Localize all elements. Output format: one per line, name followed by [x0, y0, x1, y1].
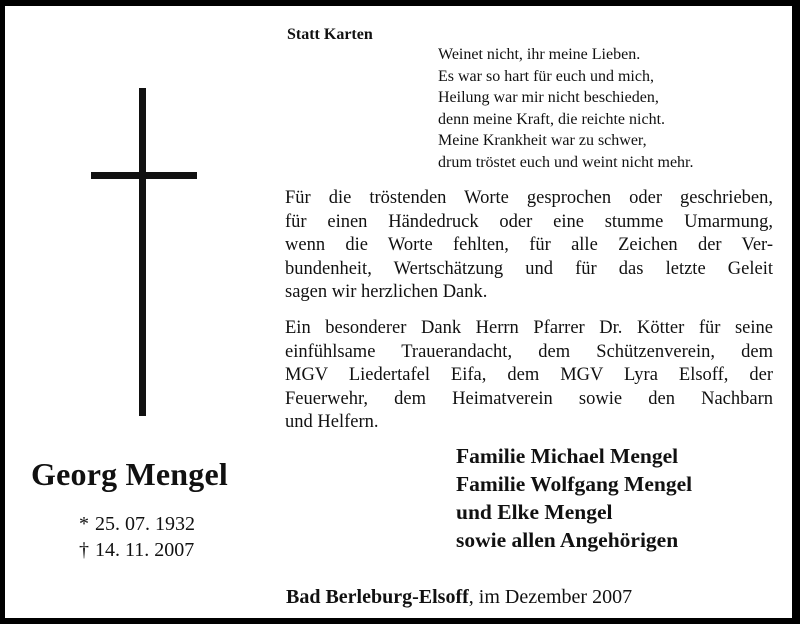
paragraph-line: wenn die Worte fehlten, für alle Zeichen der Ver-	[285, 235, 773, 255]
death-date: 14. 11. 2007	[95, 539, 195, 561]
birth-star-icon: *	[79, 513, 89, 535]
poem-line: Es war so hart für euch und mich,	[438, 67, 654, 85]
life-dates	[79, 511, 195, 563]
death-dagger-icon: †	[79, 539, 89, 561]
paragraph-line: und Helfern.	[285, 412, 379, 432]
cross-vertical-bar	[139, 88, 146, 416]
paragraph-line: einfühlsame Trauerandacht, dem Schützenverein, dem	[285, 341, 773, 362]
cross-horizontal-bar	[91, 172, 197, 179]
paragraph-line: Ein besonderer Dank Herrn Pfarrer Dr. Kötter für seine	[285, 318, 773, 338]
poem	[438, 44, 694, 173]
deceased-name: Georg Mengel	[31, 456, 228, 492]
paragraph-line: für einen Händedruck oder eine stumme Umarmung,	[285, 211, 773, 232]
paragraph-line: sagen wir herzlichen Dank.	[285, 282, 488, 302]
footer-date: , im Dezember 2007	[468, 586, 633, 608]
poem-line: Heilung war mir nicht beschieden,	[438, 89, 659, 106]
family-line: sowie allen Angehörigen	[456, 528, 679, 552]
poem-line: Weinet nicht, ihr meine Lieben.	[438, 46, 641, 63]
special-thanks-paragraph	[285, 317, 773, 435]
family-line: Familie Wolfgang Mengel	[456, 472, 693, 496]
family-line: Familie Michael Mengel	[456, 444, 679, 468]
death-date-line	[79, 537, 195, 563]
thanks-paragraph	[285, 187, 773, 305]
paragraph-line: bundenheit, Wertschätzung und für das letzte Geleit	[285, 258, 773, 279]
birth-date: 25. 07. 1932	[95, 513, 195, 535]
poem-line: denn meine Kraft, die reichte nicht.	[438, 110, 666, 128]
footer-place-date	[286, 586, 632, 609]
poem-line: drum tröstet euch und weint nicht mehr.	[438, 153, 694, 171]
paragraph-line: MGV Liedertafel Eifa, dem MGV Lyra Elsoff, der	[285, 365, 773, 385]
poem-line: Meine Krankheit war zu schwer,	[438, 132, 647, 149]
paragraph-line: Feuerwehr, dem Heimatverein sowie den Nachbarn	[285, 388, 773, 409]
footer-place: Bad Berleburg-Elsoff	[286, 586, 469, 608]
family-line: und Elke Mengel	[456, 500, 613, 524]
birth-date-line	[79, 511, 195, 537]
paragraph-line: Für die tröstenden Worte gesprochen oder geschrieben,	[285, 188, 773, 208]
family-signature	[456, 442, 692, 554]
heading: Statt Karten	[287, 26, 373, 43]
